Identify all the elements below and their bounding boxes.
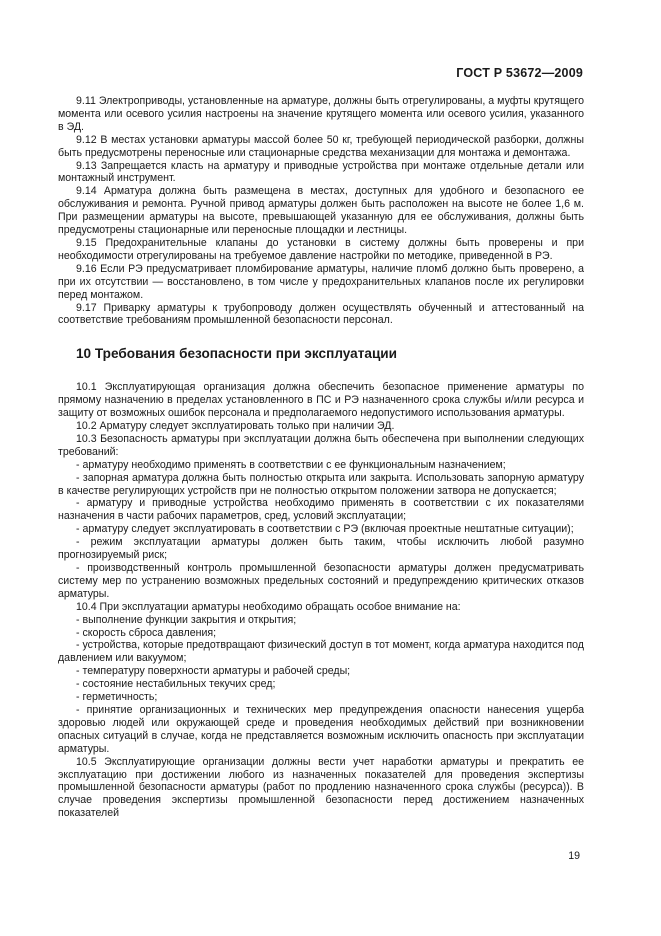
paragraph: 9.15 Предохранительные клапаны до установки в систему должны быть проверены и при необходимости отрегулированы на требуемое давление настройки по методике, приведенной в РЭ. <box>58 236 584 262</box>
list-item: - арматуру следует эксплуатировать в соответствии с РЭ (включая проектные нештатные ситуации); <box>76 523 574 536</box>
list-item: - режим эксплуатации арматуры должен быть таким, чтобы исключить любой разумно прогнозируемый риск; <box>58 536 584 562</box>
section-title: 10 Требования безопасности при эксплуатации <box>76 346 398 362</box>
paragraph: 9.12 В местах установки арматуры массой более 50 кг, требующей периодической разборки, должны быть предусмотрены переносные или стационарные средства механизации для монтажа и демонтажа. <box>58 133 584 159</box>
section-9-paragraphs <box>58 95 584 327</box>
section-10-paragraphs <box>58 381 584 820</box>
list-item: - арматуру и приводные устройства необходимо применять в соответствии с их показателями назначения в части рабочих параметров, сред, условий эксплуатации; <box>58 497 584 523</box>
paragraph: 9.16 Если РЭ предусматривает пломбирование арматуры, наличие пломб должно быть проверено, а при их отсутствии — восстановлено, в том числе у предохранительных клапанов после их регулировки перед монтажом. <box>58 262 584 301</box>
page-number: 19 <box>568 850 580 862</box>
list-item: - герметичность; <box>76 691 158 704</box>
list-item: - принятие организационных и технических мер предупреждения опасности нанесения ущерба здоровью людей или окружающей среде и проведения необходимых действий при возникновении опасных ситуаций в случае, когда не представляется возможным исключить опасность при эксплуатации арматуры. <box>58 703 584 755</box>
paragraph: 9.13 Запрещается класть на арматуру и приводные устройства при монтаже отдельные детали или монтажный инструмент. <box>58 159 584 185</box>
list-item: - арматуру необходимо применять в соответствии с ее функциональным назначением; <box>76 458 506 471</box>
paragraph: 10.5 Эксплуатирующие организации должны вести учет наработки арматуры и прекратить ее эксплуатацию при достижении любого из назначенных показателей для проведения экспертизы промышленной безопасности арматуры (работ по продлению назначенного срока службы (ресурса)). В случае проведения экспертизы промышленной безопасности перед достижением назначенных показателей <box>58 755 584 820</box>
list-item: - температуру поверхности арматуры и рабочей среды; <box>76 665 351 678</box>
list-item: - запорная арматура должна быть полностью открыта или закрыта. Использовать запорную арматуру в качестве регулирующих устройств при не полностью открытом положении затвора не допускается; <box>58 471 584 497</box>
list-item: - состояние нестабильных текучих сред; <box>76 678 276 691</box>
page-body <box>58 95 584 820</box>
list-item: - скорость сброса давления; <box>76 626 217 639</box>
paragraph: 10.4 При эксплуатации арматуры необходимо обращать особое внимание на: <box>76 600 461 613</box>
list-item: - устройства, которые предотвращают физический доступ в тот момент, когда арматура находится под давлением или вакуумом; <box>58 639 584 665</box>
paragraph: 10.3 Безопасность арматуры при эксплуатации должна быть обеспечена при выполнении следующих требований: <box>58 432 584 458</box>
standard-header: ГОСТ Р 53672—2009 <box>456 66 583 80</box>
paragraph: 10.2 Арматуру следует эксплуатировать только при наличии ЭД. <box>76 420 395 433</box>
paragraph: 10.1 Эксплуатирующая организация должна обеспечить безопасное применение арматуры по прямому назначению в пределах установленного в ПС и РЭ назначенного срока службы и/или ресурса и защиту от возможных ошибок персонала и предполагаемого недопустимого использования арматуры. <box>58 381 584 420</box>
list-item: - выполнение функции закрытия и открытия; <box>76 613 297 626</box>
paragraph: 9.17 Приварку арматуры к трубопроводу должен осуществлять обученный и аттестованный на соответствие требованиям промышленной безопасности персонал. <box>58 301 584 327</box>
list-item: - производственный контроль промышленной безопасности арматуры должен предусматривать систему мер по устранению возможных предельных состояний и предупреждению критических отказов арматуры. <box>58 562 584 600</box>
paragraph: 9.14 Арматура должна быть размещена в местах, доступных для удобного и безопасного ее обслуживания и ремонта. Ручной привод арматуры должен быть расположен на высоте не более 1,6 м. При размещении арматуры на высоте, превышающей указанную для ее обслуживания, должны быть предусмотрены стационарные или переносные площадки и лестницы. <box>58 185 584 237</box>
paragraph: 9.11 Электроприводы, установленные на арматуре, должны быть отрегулированы, а муфты крутящего момента или осевого усилия настроены на значение крутящего момента или осевого усилия, указанного в ЭД. <box>58 95 584 133</box>
